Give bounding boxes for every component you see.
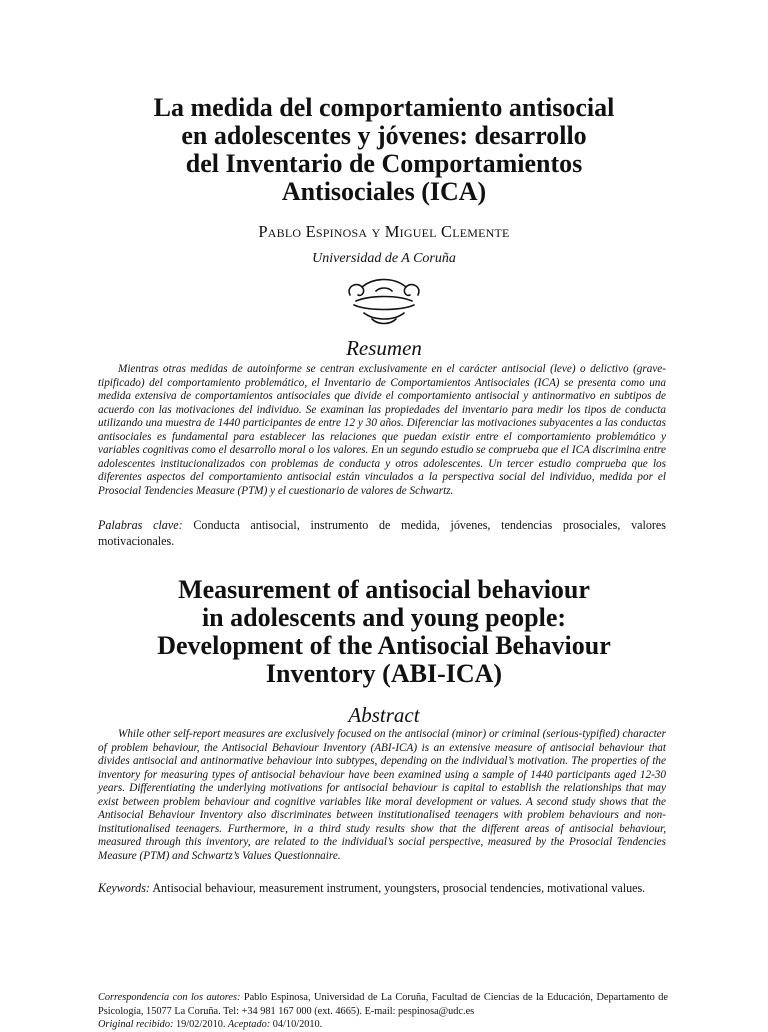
keywords-label: Keywords: bbox=[98, 881, 150, 895]
authors: Pablo Espinosa y Miguel Clemente bbox=[258, 222, 510, 241]
spanish-title-line: del Inventario de Comportamientos bbox=[185, 149, 583, 178]
flourish-ornament-icon bbox=[342, 275, 426, 327]
keywords-text: Antisocial behaviour, measurement instrument, youngsters, prosocial tendencies, motivational values. bbox=[149, 881, 646, 895]
accepted-date: 04/10/2010. bbox=[270, 1019, 323, 1030]
received-date: 19/02/2010. bbox=[173, 1019, 226, 1030]
accepted-label: Aceptado: bbox=[225, 1019, 271, 1030]
palabras-clave bbox=[98, 517, 666, 549]
correspondence-text: Pablo Espinosa, Universidad de La Coruña, Facultad de Ciencias de la Educación, Departamento de Psicología, 15077 La Coruña. Tel: +34 981 167 000 (ext. 4665). E-mail: pespinosa@udc.es bbox=[98, 992, 668, 1017]
english-title-line: in adolescents and young people: bbox=[201, 603, 567, 632]
resumen-text: Mientras otras medidas de autoinforme se centran exclusivamente en el carácter antisocial (leve) o delictivo (grave-tipificado) del comportamiento problemático, el Inventario de Comportamientos Antisociales (ICA) se presenta como una medida extensiva de comportamientos antisociales que divide el comportamiento antisocial y antinormativo en subtipos de acuerdo con las motivaciones del individuo. Se examinan las propiedades del inventario para medir los tipos de conducta utilizando una muestra de 1440 participantes de entre 12 y 30 años. Diferenciar las motivaciones subyacentes a las conductas antisociales es fundamental para establecer las relaciones que puedan existir entre el comportamiento problemático y variables cognitivas como el desarrollo moral o los valores. En un segundo estudio se comprueba que el ICA discrimina entre adolescentes institucionalizados con problemas de conducta y otros adolescentes. Un tercer estudio comprueba que los diferentes aspectos del comportamiento antisocial están vinculados a la perspectiva social del individuo, medida por el Prosocial Tendencies Measure (PTM) y el cuestionario de valores de Schwartz. bbox=[98, 363, 666, 497]
received-label: Original recibido: bbox=[98, 1019, 174, 1030]
resumen-heading: Resumen bbox=[346, 336, 422, 360]
english-title-line: Development of the Antisocial Behaviour bbox=[157, 631, 611, 660]
affiliation: Universidad de A Coruña bbox=[312, 251, 456, 266]
spanish-title-line: en adolescentes y jóvenes: desarrollo bbox=[181, 121, 587, 150]
abstract-heading: Abstract bbox=[348, 703, 420, 727]
correspondence-label: Correspondencia con los autores: bbox=[98, 992, 241, 1003]
correspondence-footnote bbox=[98, 991, 668, 1032]
keywords bbox=[98, 880, 666, 896]
palabras-clave-label: Palabras clave: bbox=[98, 518, 183, 532]
english-title bbox=[100, 576, 668, 688]
english-title-line: Measurement of antisocial behaviour bbox=[178, 575, 590, 604]
spanish-title-line: Antisociales (ICA) bbox=[281, 177, 487, 206]
palabras-clave-text: Conducta antisocial, instrumento de medida, jóvenes, tendencias prosociales, valores motivacionales. bbox=[98, 518, 666, 548]
english-title-line: Inventory (ABI-ICA) bbox=[265, 659, 503, 688]
spanish-title bbox=[100, 94, 668, 206]
spanish-title-line: La medida del comportamiento antisocial bbox=[153, 93, 615, 122]
abstract-text: While other self-report measures are exclusively focused on the antisocial (minor) or criminal (serious-typified) character of problem behaviour, the Antisocial Behaviour Inventory (ABI-ICA) is an extensive measure of antisocial behaviour that divides antisocial and antinormative behaviour into subtypes, depending on the individual’s motivation. The properties of the inventory for measuring types of antisocial behaviour have been examined using a sample of 1440 participants aged 12-30 years. Differentiating the underlying motivations for antisocial behaviour is capital to establish the relationships that may exist between problem behaviour and cognitive variables like moral development or values. A second study shows that the Antisocial Behaviour Inventory also discriminates between institutionalised teenagers with problem behaviours and non-institutionalised teenagers. Furthermore, in a third study results show that the different areas of antisocial behaviour, measured through this inventory, are related to the individual’s social perspective, measured by the Prosocial Tendencies Measure (PTM) and Schwartz’s Values Questionnaire. bbox=[98, 728, 666, 862]
